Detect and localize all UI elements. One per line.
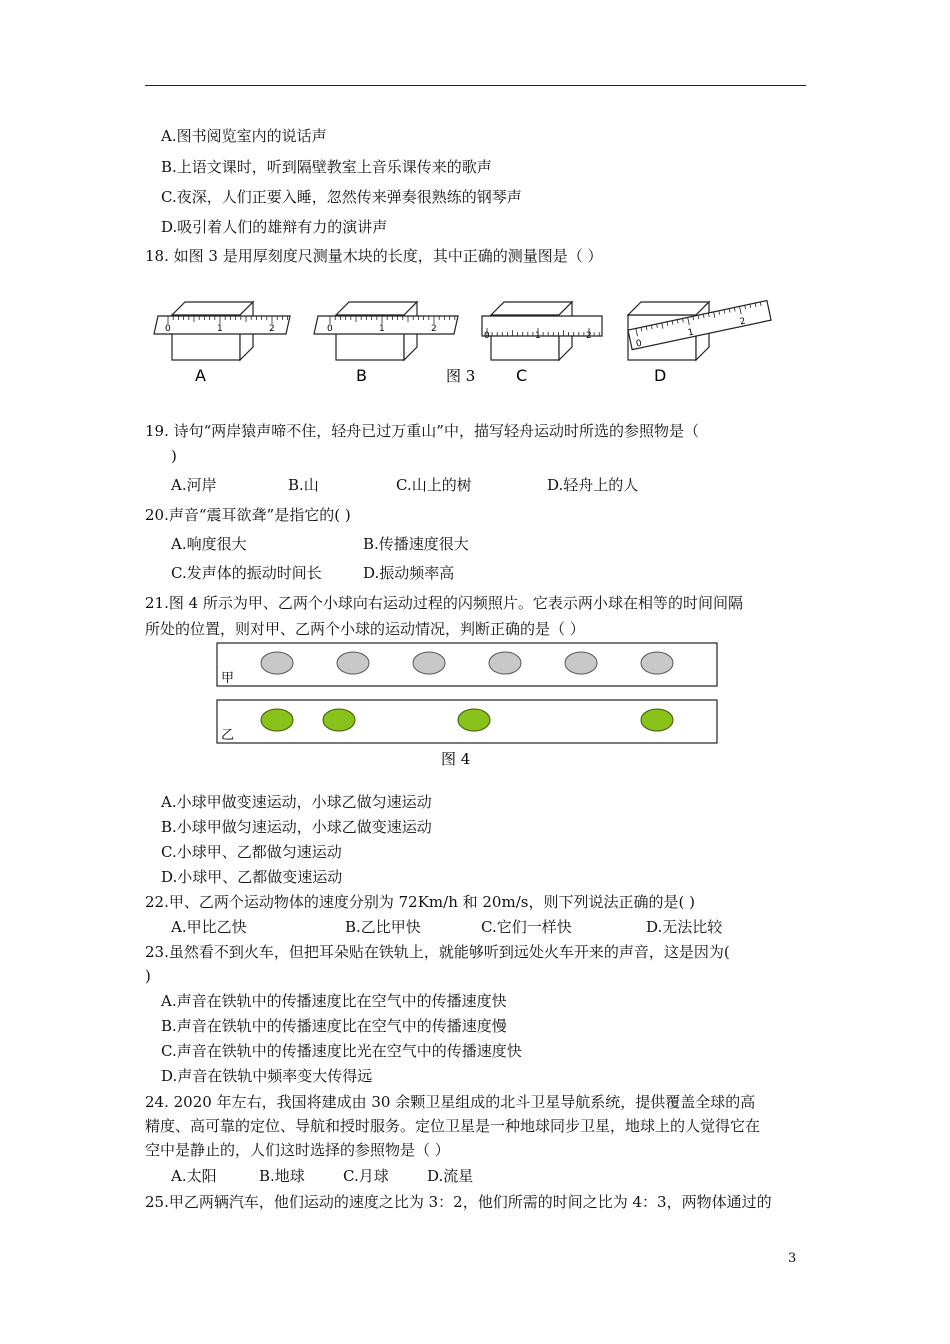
q19-option-b: B.山 [288, 476, 319, 494]
q18-question: 18. 如图 3 是用厚刻度尺测量木块的长度，其中正确的测量图是（ ） [145, 247, 603, 265]
ruler-tick-label: 1 [217, 324, 223, 334]
jia-label: 甲 [221, 671, 235, 686]
q24-question-line3: 空中是静止的，人们这时选择的参照物是（ ） [145, 1141, 450, 1159]
ruler-tick-label: 0 [635, 338, 643, 350]
ruler-tick-label: 1 [687, 327, 695, 339]
ball-jia [337, 652, 369, 674]
ball-jia [565, 652, 597, 674]
q21-question-line1: 21.图 4 所示为甲、乙两个小球向右运动过程的闪频照片。它表示两小球在相等的时间间隔 [145, 594, 743, 612]
q21-option-c: C.小球甲、乙都做匀速运动 [161, 843, 342, 861]
ruler-tick-label: 1 [379, 324, 385, 334]
header-rule [145, 85, 806, 86]
q19-question-line2: ) [171, 447, 177, 465]
q17-option-a: A.图书阅览室内的说话声 [161, 127, 327, 145]
ball-jia [489, 652, 521, 674]
q25-question: 25.甲乙两辆汽车，他们运动的速度之比为 3：2，他们所需的时间之比为 4：3，两物体通过的 [145, 1193, 772, 1211]
q22-question: 22.甲、乙两个运动物体的速度分别为 72Km/h 和 20m/s，则下列说法正确的是( ) [145, 893, 695, 911]
q22-option-b: B.乙比甲快 [345, 918, 421, 936]
yi-label: 乙 [221, 728, 235, 743]
ruler-tick-label: 0 [484, 331, 490, 341]
q23-option-c: C.声音在铁轨中的传播速度比光在空气中的传播速度快 [161, 1042, 522, 1060]
q20-option-b: B.传播速度很大 [363, 535, 469, 553]
q17-option-c: C.夜深，人们正要入睡，忽然传来弹奏很熟练的钢琴声 [161, 188, 522, 206]
ball-yi [641, 709, 673, 731]
figure-4-strobe-photo [215, 641, 720, 773]
figure-4-caption: 图 4 [441, 750, 471, 768]
ruler-tick-label: 0 [327, 324, 333, 334]
q22-option-a: A.甲比乙快 [171, 918, 247, 936]
ruler-tick-label: 2 [431, 324, 437, 334]
thick-ruler [154, 316, 290, 334]
q19-question-line1: 19. 诗句“两岸猿声啼不住，轻舟已过万重山”中，描写轻舟运动时所选的参照物是（ [145, 422, 699, 440]
thick-ruler [314, 316, 458, 334]
q24-question-line2: 精度、高可靠的定位、导航和授时服务。定位卫星是一种地球同步卫星，地球上的人觉得它在 [145, 1117, 761, 1135]
q20-option-d: D.振动频率高 [363, 564, 455, 582]
q20-question: 20.声音“震耳欲聋”是指它的( ) [145, 506, 351, 524]
ruler-tick-label: 2 [269, 324, 275, 334]
ball-yi [458, 709, 490, 731]
q21-option-a: A.小球甲做变速运动，小球乙做匀速运动 [161, 793, 432, 811]
q23-option-a: A.声音在铁轨中的传播速度比在空气中的传播速度快 [161, 992, 507, 1010]
ruler-tick-label: 1 [535, 331, 541, 341]
q19-option-d: D.轻舟上的人 [547, 476, 639, 494]
q21-question-line2: 所处的位置，则对甲、乙两个小球的运动情况，判断正确的是（ ） [145, 620, 585, 638]
q23-option-b: B.声音在铁轨中的传播速度比在空气中的传播速度慢 [161, 1017, 507, 1035]
q22-option-c: C.它们一样快 [481, 918, 572, 936]
ball-jia [413, 652, 445, 674]
q24-option-b: B.地球 [259, 1167, 305, 1185]
q17-option-b: B.上语文课时，听到隔壁教室上音乐课传来的歌声 [161, 158, 492, 176]
ruler-tick-label: 2 [586, 331, 592, 341]
ruler-tick-label: 2 [738, 316, 747, 328]
ball-yi [261, 709, 293, 731]
q21-option-d: D.小球甲、乙都做变速运动 [161, 868, 343, 886]
q17-option-d: D.吸引着人们的雄辩有力的演讲声 [161, 218, 388, 236]
q19-option-c: C.山上的树 [396, 476, 472, 494]
q21-option-b: B.小球甲做匀速运动，小球乙做变速运动 [161, 818, 432, 836]
panel-label-c: C [516, 366, 528, 385]
q24-option-a: A.太阳 [171, 1167, 217, 1185]
panel-label-b: B [356, 366, 367, 385]
q23-question-line2: ) [145, 967, 151, 985]
q23-question-line1: 23.虽然看不到火车，但把耳朵贴在铁轨上，就能够听到远处火车开来的声音，这是因为( [145, 943, 730, 961]
q22-option-d: D.无法比较 [646, 918, 723, 936]
q20-option-c: C.发声体的振动时间长 [171, 564, 322, 582]
panel-label-a: A [195, 366, 206, 385]
q24-question-line1: 24. 2020 年左右，我国将建成由 30 余颗卫星组成的北斗卫星导航系统，提供覆盖全球的高 [145, 1093, 756, 1111]
q23-option-d: D.声音在铁轨中频率变大传得远 [161, 1067, 373, 1085]
figure-3-caption: 图 3 [446, 367, 476, 385]
ball-jia [261, 652, 293, 674]
q24-option-d: D.流星 [427, 1167, 474, 1185]
ruler-tick-label: 0 [165, 324, 171, 334]
panel-label-d: D [654, 366, 667, 385]
ball-jia [641, 652, 673, 674]
figure-3-ruler-diagrams [150, 278, 780, 398]
q19-option-a: A.河岸 [171, 476, 217, 494]
page-number: 3 [788, 1251, 797, 1266]
q24-option-c: C.月球 [343, 1167, 389, 1185]
q20-option-a: A.响度很大 [171, 535, 247, 553]
ball-yi [323, 709, 355, 731]
